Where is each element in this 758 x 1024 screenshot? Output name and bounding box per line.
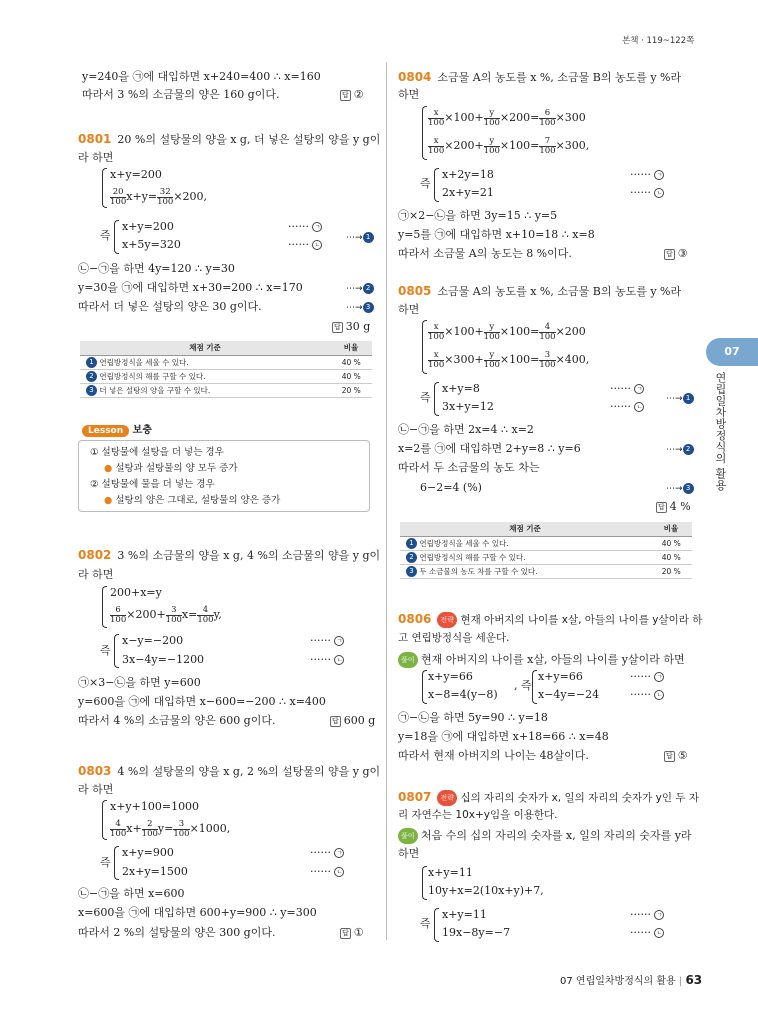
problem-0805: 0805 소금물 A의 농도를 x %, 소금물 B의 농도를 y %라: [398, 284, 682, 298]
equation: x+y=200: [110, 168, 162, 181]
equation: $\frac{x}{100}$ ×100+ $\frac{y}{100}$ ×200= $\frac{6}{100}$ ×300: [428, 107, 586, 128]
scoring-table: 채점 기준 비율 1 연립방정식을 세울 수 있다. 40 % 2 연립방정식의 해를 구할 수 있다. 40 % 3 더 넣은 설탕의 양을 구할 수 있다. 20 %: [80, 341, 372, 398]
equation: $\frac{x}{100}$ ×300+ $\frac{y}{100}$ ×100= $\frac{3}{100}$ ×400,: [428, 349, 590, 370]
problem-0802: 0802 3 %의 소금물의 양을 x g, 4 %의 소금물의 양을 y g이: [78, 548, 381, 562]
text-line: 따라서 3 %의 소금물의 양은 160 g이다.: [82, 88, 280, 101]
problem-0806: 0806 전략 현재 아버지의 나이를 x살, 아들의 나이를 y살이라 하: [398, 612, 703, 626]
text-line: 따라서 두 소금물의 농도 차는: [398, 461, 540, 474]
answer-label: 답 30 g: [334, 320, 371, 333]
brace: [434, 168, 439, 202]
label-mark: ······ ㄴ: [310, 653, 344, 667]
step-marker: ⋯→ 3: [346, 300, 374, 315]
equation: 19x−8y=−7: [442, 926, 511, 939]
text-line: 따라서 현재 아버지의 나이는 48살이다.: [398, 749, 589, 762]
text-line: ㉡−㉠을 하면 2x=4 ∴ x=2: [398, 423, 534, 436]
problem-0807: 0807 전략 십의 자리의 숫자가 x, 일의 자리의 숫자가 y인 두 자: [398, 790, 699, 804]
label-mark: ······ ㄱ: [610, 382, 644, 396]
text-line: ㉠×2−㉡을 하면 3y=15 ∴ y=5: [398, 209, 558, 222]
brace: [102, 800, 107, 840]
label-mark: ······ ㄱ: [630, 670, 664, 684]
text-line: 하면: [398, 88, 420, 101]
equation: x−8=4(y−8): [428, 688, 498, 701]
equation: 3x−4y=−1200: [122, 653, 205, 666]
jeuk-label: 즉: [100, 644, 111, 657]
equation: x−4y=−24: [538, 688, 600, 701]
equation: x+y=11: [428, 866, 473, 879]
column-divider: [386, 62, 387, 940]
label-mark: ······ ㄴ: [310, 865, 344, 879]
equation: x+y=900: [122, 846, 174, 859]
jeuk-label: 즉: [420, 177, 431, 190]
text-line: 고 연립방정식을 세운다.: [398, 632, 510, 644]
step-marker: ⋯→ 2: [666, 442, 694, 457]
equation: x+5y=320: [122, 238, 181, 251]
equation: x+y=200: [122, 220, 174, 233]
problem-0804: 0804 소금물 A의 농도를 x %, 소금물 B의 농도를 y %라: [398, 70, 682, 84]
jeuk-label: 즉: [100, 856, 111, 869]
answer-label: 답 ⑤: [666, 749, 688, 762]
note-line: ● 설탕의 양은 그대로, 설탕물의 양은 증가: [104, 495, 281, 506]
text-line: 따라서 소금물 A의 농도는 8 %이다.: [398, 247, 572, 260]
scoring-table: 채점 기준 비율 1 연립방정식을 세울 수 있다. 40 % 2 연립방정식의 해를 구할 수 있다. 40 % 3 두 소금물의 농도 차를 구할 수 있다. 20 %: [400, 522, 692, 579]
equation: x+y=66: [538, 670, 583, 683]
brace: [114, 220, 119, 254]
brace: [102, 586, 107, 628]
label-mark: ······ ㄱ: [310, 634, 344, 648]
equation: x−y=−200: [122, 634, 184, 647]
text-line: 리 자연수는 10x+y임을 이용한다.: [398, 809, 558, 821]
page-reference: 본책 · 119~122쪽: [622, 36, 695, 46]
problem-0801: 0801 20 %의 설탕물의 양을 x g, 더 넣은 설탕의 양을 y g이: [78, 132, 381, 146]
problem-0803: 0803 4 %의 설탕물의 양을 x g, 2 %의 설탕물의 양을 y g이: [78, 764, 381, 778]
equation: $\frac{6}{100}$ ×200+ $\frac{3}{100}$ x= $\frac{4}{100}$ y,: [110, 604, 222, 625]
step-marker: ⋯→ 2: [346, 281, 374, 296]
note-line: ● 설탕과 설탕물의 양 모두 증가: [104, 463, 238, 474]
brace: [114, 634, 119, 668]
equation: $\frac{x}{100}$ ×200+ $\frac{y}{100}$ ×100= $\frac{7}{100}$ ×300,: [428, 135, 590, 156]
text-line: 6−2=4 (%): [420, 481, 482, 494]
label-mark: ······ ㄴ: [630, 186, 664, 200]
text-line: 풀이 현재 아버지의 나이를 x살, 아들의 나이를 y살이라 하면: [398, 652, 685, 668]
text-line: x=2를 ㉠에 대입하면 2+y=8 ∴ y=6: [398, 442, 581, 455]
brace: [434, 908, 439, 942]
equation: x+y=11: [442, 908, 487, 921]
answer-label: 답 600 g: [332, 714, 376, 727]
text-line: ㉠−㉡을 하면 5y=90 ∴ y=18: [398, 711, 548, 724]
text-line: 따라서 더 넣은 설탕의 양은 30 g이다.: [78, 300, 262, 313]
label-mark: ······ ㄴ: [288, 238, 322, 252]
footer: 07 연립일차방정식의 활용 | 63: [560, 973, 703, 987]
label-mark: ······ ㄱ: [310, 846, 344, 860]
equation: x+2y=18: [442, 168, 494, 181]
equation: 3x+y=12: [442, 400, 494, 413]
text-line: 라 하면: [78, 151, 114, 164]
brace: [422, 670, 427, 704]
equation: $\frac{4}{100}$ x+ $\frac{2}{100}$ y= $\frac{3}{100}$ ×1000,: [110, 818, 231, 839]
brace: [422, 106, 427, 160]
equation: x+y+100=1000: [110, 800, 200, 813]
label-mark: ······ ㄴ: [610, 400, 644, 414]
text-line: 하면: [398, 303, 420, 316]
answer-label: 답 ①: [342, 926, 364, 939]
text-line: y=18을 ㉠에 대입하면 x+18=66 ∴ x=48: [398, 730, 609, 743]
text-line: y=5를 ㉠에 대입하면 x+10=18 ∴ x=8: [398, 228, 595, 241]
brace: [434, 382, 439, 416]
equation: 200+x=y: [110, 586, 162, 599]
equation: 2x+y=21: [442, 186, 494, 199]
text-line: 라 하면: [78, 568, 114, 581]
answer-label: 답 ③: [666, 247, 688, 260]
answer-label: 답 ②: [342, 88, 364, 101]
note-header: Lesson 보충: [82, 423, 152, 438]
text-line: 따라서 2 %의 설탕물의 양은 300 g이다.: [78, 926, 276, 939]
equation: $\frac{20}{100}$ x+y= $\frac{32}{100}$ ×200,: [110, 186, 208, 207]
text-line: y=240을 ㉠에 대입하면 x+240=400 ∴ x=160: [82, 70, 321, 83]
text-line: y=30을 ㉠에 대입하면 x+30=200 ∴ x=170: [78, 281, 303, 294]
label-mark: ······ ㄱ: [288, 220, 322, 234]
note-line: ① 설탕물에 설탕을 더 넣는 경우: [90, 447, 224, 458]
text-line: ㉡−㉠을 하면 x=600: [78, 887, 185, 900]
label-mark: ······ ㄴ: [630, 926, 664, 940]
step-marker: ⋯→ 1: [346, 230, 374, 245]
text-line: x=600을 ㉠에 대입하면 600+y=900 ∴ y=300: [78, 906, 317, 919]
step-marker: ⋯→ 1: [666, 391, 694, 406]
jeuk-label: 즉: [420, 391, 431, 404]
equation: x+y=8: [442, 382, 480, 395]
brace: [422, 866, 427, 900]
brace: [114, 846, 119, 880]
equation: 10y+x=2(10x+y)+7,: [428, 884, 544, 897]
text-line: 풀이 처음 수의 십의 자리의 숫자를 x, 일의 자리의 숫자를 y라: [398, 828, 692, 844]
equation: x+y=66: [428, 670, 473, 683]
step-marker: ⋯→ 3: [666, 481, 694, 496]
label-mark: ······ ㄱ: [630, 168, 664, 182]
label-mark: ······ ㄱ: [630, 908, 664, 922]
jeuk-label: 즉: [100, 229, 111, 242]
answer-label: 답 4 %: [658, 500, 691, 513]
jeuk-label: 즉: [420, 917, 431, 930]
text-line: 하면: [398, 847, 420, 860]
brace: [532, 670, 537, 704]
label-mark: ······ ㄴ: [630, 688, 664, 702]
jeuk-label: , 즉: [514, 679, 532, 692]
brace: [422, 320, 427, 374]
text-line: ㉡−㉠을 하면 4y=120 ∴ y=30: [78, 262, 235, 275]
chapter-title-vertical: 연립일차방정식의 활용: [714, 372, 727, 491]
note-line: ② 설탕물에 물을 더 넣는 경우: [90, 479, 215, 490]
equation: $\frac{x}{100}$ ×100+ $\frac{y}{100}$ ×100= $\frac{4}{100}$ ×200: [428, 321, 586, 342]
brace: [102, 168, 107, 208]
chapter-tab: 07: [706, 338, 758, 366]
equation: 2x+y=1500: [122, 865, 188, 878]
text-line: y=600을 ㉠에 대입하면 x−600=−200 ∴ x=400: [78, 695, 326, 708]
text-line: 라 하면: [78, 783, 114, 796]
text-line: ㉠×3−㉡을 하면 y=600: [78, 676, 201, 689]
text-line: 따라서 4 %의 소금물의 양은 600 g이다.: [78, 714, 276, 727]
